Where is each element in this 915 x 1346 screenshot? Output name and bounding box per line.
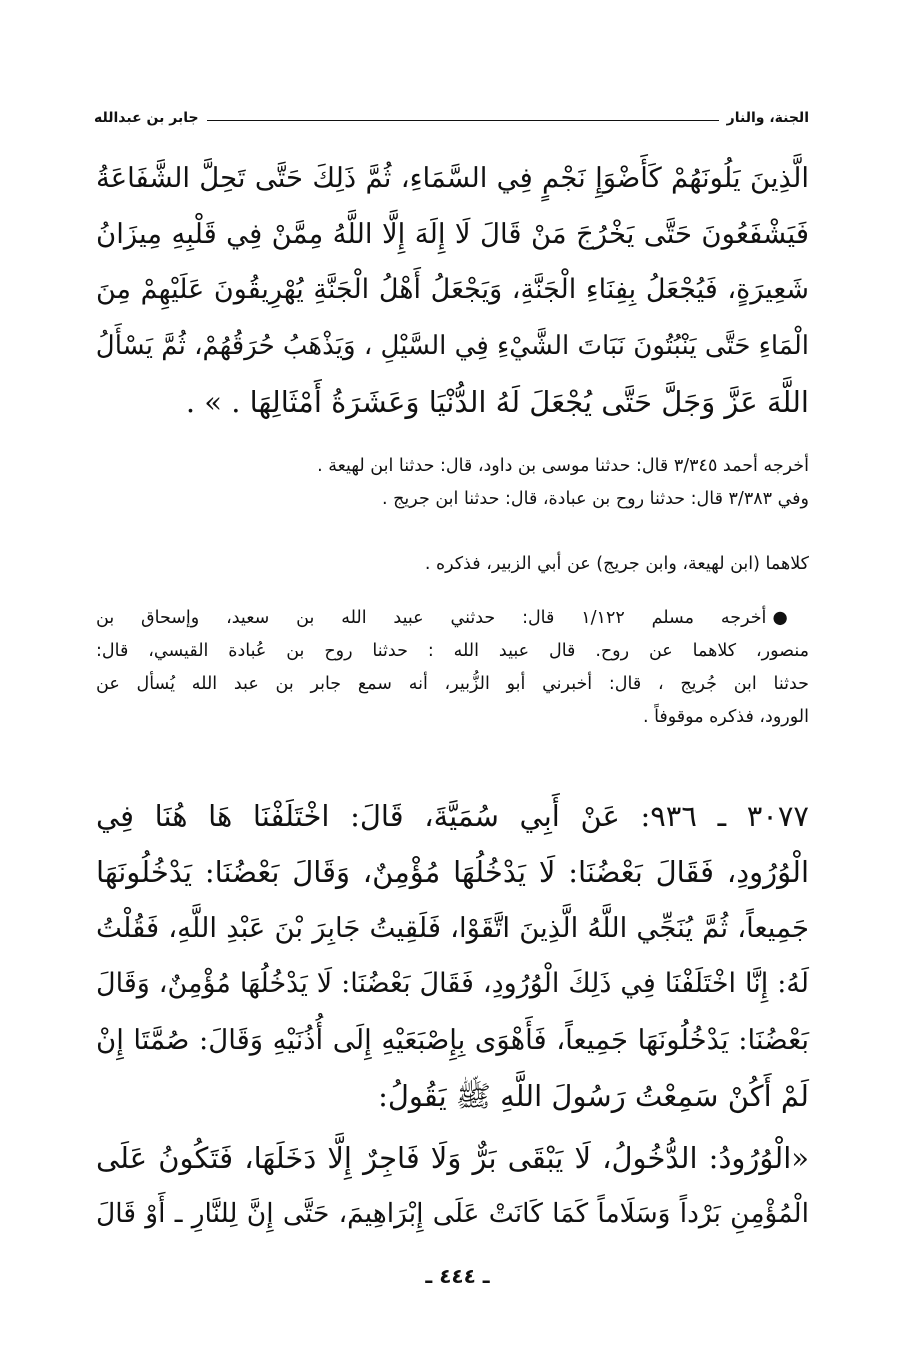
hadith-3077 <box>96 788 809 1124</box>
takhrij-both <box>96 548 809 581</box>
takhrij-muslim <box>96 602 809 734</box>
header-book-title: الجنة، والنار <box>726 110 809 126</box>
text-line: الَّذِينَ يَلُونَهُمْ كَأَضْوَإِ نَجْمٍ فِي السَّمَاءِ، ثُمَّ ذَلِكَ حَتَّى تَحِلَّ الشَّفَاعَةُ <box>96 162 809 194</box>
text-line: ٣٠٧٧ ـ ٩٣٦: عَنْ أَبِي سُمَيَّةَ، قَالَ: اخْتَلَفْنَا هَا هُنَا فِي <box>96 799 809 833</box>
note-line: وفي ٣/٣٨٣ قال: حدثنا روح بن عبادة، قال: حدثنا ابن جريج . <box>382 489 809 509</box>
text-line: لَهُ: إِنَّا اخْتَلَفْنَا فِي ذَلِكَ الْوُرُودِ، فَقَالَ بَعْضُنَا: لَا يَدْخُلُهَا مُؤْمِنٌ، وَقَالَ <box>96 968 809 999</box>
text-line: لَمْ أَكُنْ سَمِعْتُ رَسُولَ اللَّهِ ﷺ يَقُولُ: <box>378 1079 809 1113</box>
text-line: اللَّهَ عَزَّ وَجَلَّ حَتَّى يُجْعَلَ لَهُ الدُّنْيَا وَعَشَرَةُ أَمْثَالِهَا . » . <box>185 385 809 419</box>
note-line: كلاهما (ابن لهيعة، وابن جريج) عن أبي الزبير، فذكره . <box>424 554 809 574</box>
note-line: منصور، كلاهما عن روح. قال عبيد الله : حدثنا روح بن عُبادة القيسي، قال: <box>96 641 809 661</box>
text-line: «الْوُرُودُ: الدُّخُولُ، لَا يَبْقَى بَرٌّ وَلَا فَاجِرٌ إِلَّا دَخَلَهَا، فَتَكُونُ عَلَى <box>96 1141 809 1175</box>
text-line: جَمِيعاً، ثُمَّ يُنَجِّي اللَّهُ الَّذِينَ اتَّقَوْا، فَلَقِيتُ جَابِرَ بْنَ عَبْدِ اللَّهِ، فَقُلْتُ <box>96 912 809 944</box>
hadith-continuation <box>96 150 809 430</box>
header-narrator: جابر بن عبدالله <box>94 110 199 126</box>
text-line: الْمَاءِ حَتَّى يَنْبُتُونَ نَبَاتَ الشَّيْءِ فِي السَّيْلِ ، وَيَذْهَبُ حُرَقُهُمْ، ثُمَّ يَسْأَلُ <box>95 331 809 361</box>
header-rule <box>207 120 719 121</box>
text-line: بَعْضُنَا: يَدْخُلُونَهَا جَمِيعاً، فَأَهْوَى بِإِصْبَعَيْهِ إِلَى أُذُنَيْهِ وَقَالَ: صُمَّتَا إِنْ <box>96 1024 809 1056</box>
text-line: الْمُؤْمِنِ بَرْداً وَسَلَاماً كَمَا كَانَتْ عَلَى إِبْرَاهِيمَ، حَتَّى إِنَّ لِلنَّارِ ـ أَوْ قَالَ <box>96 1198 809 1229</box>
note-line: حدثنا ابن جُريج ، قال: أخبرني أبو الزُّبير، أنه سمع جابر بن عبد الله يُسأل عن <box>96 674 809 694</box>
note-line: أخرجه أحمد ٣/٣٤٥ قال: حدثنا موسى بن داود، قال: حدثنا ابن لهيعة . <box>317 456 809 476</box>
page-number: ـ ٤٤٤ ـ <box>425 1264 490 1288</box>
text-line: الْوُرُودِ، فَقَالَ بَعْضُنَا: لَا يَدْخُلُهَا مُؤْمِنٌ، وَقَالَ بَعْضُنَا: يَدْخُلُونَهَا <box>96 855 809 889</box>
note-line: الورود، فذكره موقوفاً . <box>642 707 809 727</box>
text-line: فَيَشْفَعُونَ حَتَّى يَخْرُجَ مَنْ قَالَ لَا إِلَهَ إِلَّا اللَّهُ مِمَّنْ فِي قَلْبِهِ مِيزَانُ <box>96 218 809 250</box>
hadith-3077-quote <box>96 1130 809 1242</box>
note-line: ● أخرجه مسلم ١/١٢٢ قال: حدثني عبيد الله بن سعيد، وإسحاق بن <box>96 602 809 635</box>
running-header <box>94 104 809 132</box>
takhrij-ahmad <box>96 450 809 516</box>
text-line: شَعِيرَةٍ، فَيُجْعَلُ بِفِنَاءِ الْجَنَّةِ، وَيَجْعَلُ أَهْلُ الْجَنَّةِ يُهْرِيقُونَ عَلَيْهِمْ مِنَ <box>96 274 809 305</box>
